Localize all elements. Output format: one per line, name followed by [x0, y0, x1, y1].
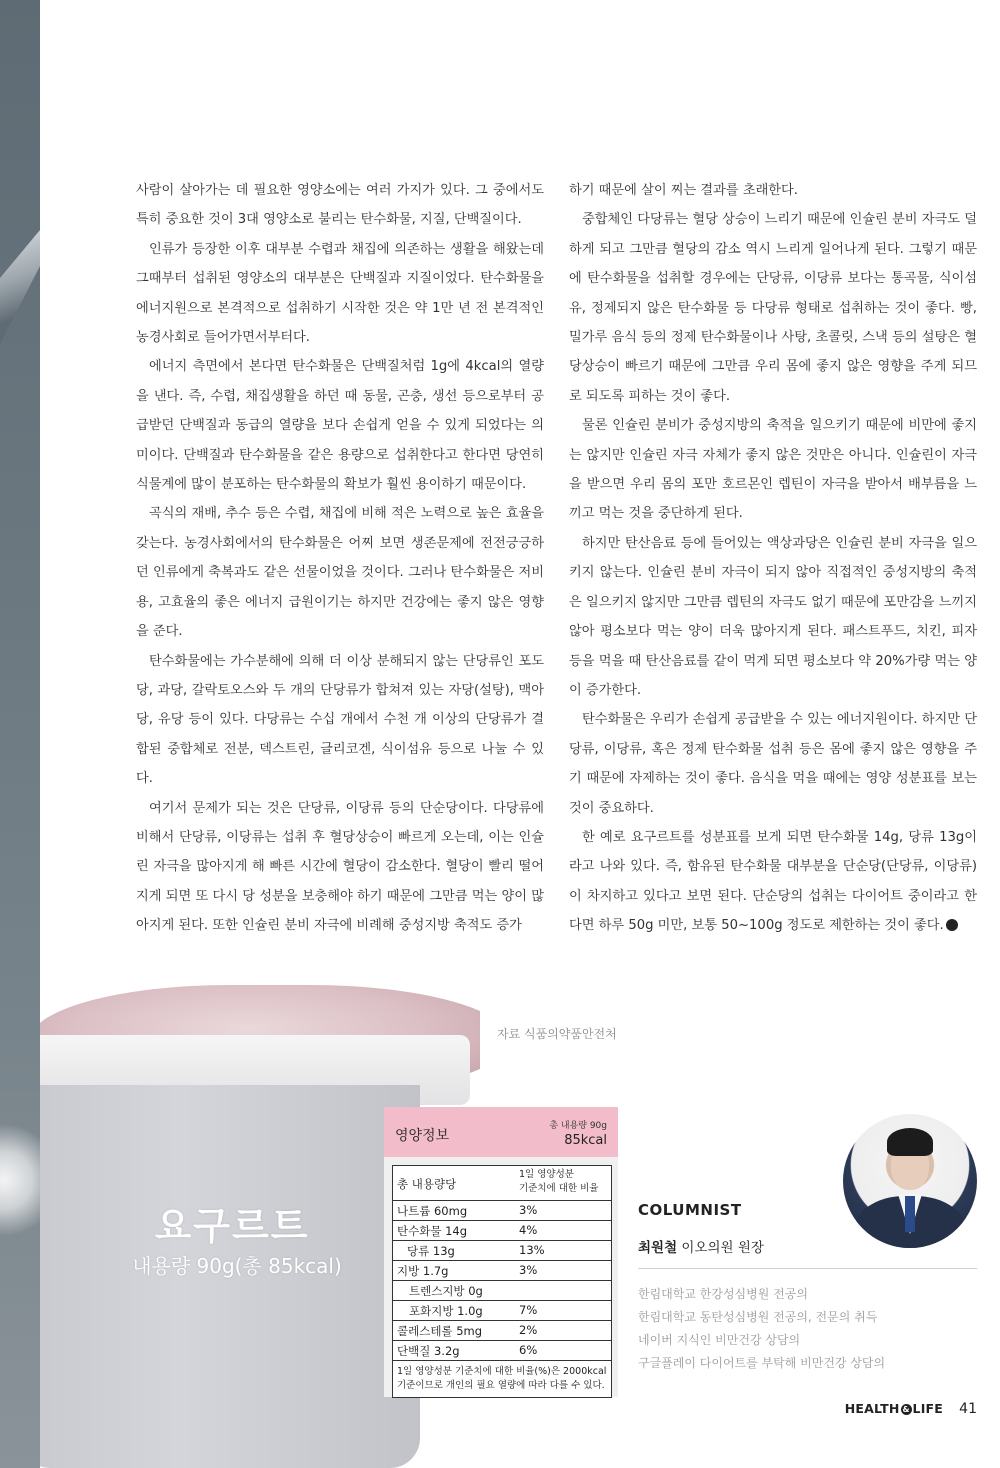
nutrient-label: 콜레스테롤 5mg	[397, 1324, 483, 1338]
article-end-icon: &	[946, 919, 958, 931]
paragraph: 물론 인슐린 분비가 중성지방의 축적을 일으키기 때문에 비만에 좋지는 않지만 인슐린 자극 자체가 좋지 않은 것만은 아니다. 인슐린이 자극을 받으면 우리 몸의 포만 호르몬인 렙틴이 자극을 받아서 배부름을 느끼고 먹는 것을 중단하게 된다.	[569, 418, 977, 522]
spoon-image	[0, 230, 40, 350]
page-footer	[845, 1401, 977, 1417]
table-row	[393, 1240, 611, 1260]
paragraph	[569, 823, 977, 941]
paragraph: 에너지 측면에서 본다면 탄수화물은 단백질처럼 1g에 4kcal의 열량을 낸다. 즉, 수렵, 채집생활을 하던 때 동물, 곤충, 생선 등으로부터 공급받던 단백질과 동급의 열량을 보다 손쉽게 얻을 수 있게 되었다는 의미이다. 단백질과 탄수화물을 같은 용량으로 섭취한다고 한다면 당연히 식물계에 많이 분포하는 탄수화물의 확보가 훨씬 용이하기 때문이다.	[136, 359, 544, 493]
table-row	[393, 1260, 611, 1280]
paragraph: 탄수화물에는 가수분해에 의해 더 이상 분해되지 않는 단당류인 포도당, 과당, 갈락토오스와 두 개의 단당류가 합쳐져 있는 자당(설탕), 맥아당, 유당 등이 있다. 다당류는 수십 개에서 수천 개 이상의 단당류가 결합된 중합체로 전분, 덱스트린, 글리코겐, 식이섬유 등으로 나눌 수 있다.	[136, 653, 544, 787]
avatar-hair	[887, 1128, 933, 1156]
yogurt-subtitle: 내용량 90g(총 85kcal)	[132, 1254, 342, 1278]
paragraph: 여기서 문제가 되는 것은 단당류, 이당류 등의 단순당이다. 다당류에 비해서 단당류, 이당류는 섭취 후 혈당상승이 빠르게 오는데, 이는 인슐린 자극을 많아지게 해 빠른 시간에 혈당이 감소한다. 혈당이 빨리 떨어지게 되면 또 다시 당 성분을 보충해야 하기 때문에 그만큼 먹는 양이 많아지게 된다. 또한 인슐린 분비 자극에 비례해 중성지방 축적도 증가	[136, 800, 544, 934]
columnist-name-line	[638, 1236, 764, 1256]
nutrient-label: 나트륨 60mg	[397, 1204, 468, 1218]
source-credit: 자료 식품의약품안전처	[497, 1027, 617, 1041]
nutrition-table	[392, 1165, 612, 1398]
table-row	[393, 1200, 611, 1220]
nutrient-label: 포화지방 1.0g	[409, 1304, 483, 1318]
header-value-line1: 1일 영양성분	[519, 1169, 574, 1180]
paragraph: 하지만 탄산음료 등에 들어있는 액상과당은 인슐린 분비 자극을 일으키지 않는다. 인슐린 분비 자극이 되지 않아 직접적인 중성지방의 축적은 일으키지 않지만 그만큼 렙틴의 자극도 없기 때문에 포만감을 느끼지 않아 평소보다 먹는 양이 더욱 많아지게 된다. 패스트푸드, 치킨, 피자 등을 먹을 때 탄산음료를 같이 먹게 되면 평소보다 약 20%가량 먹는 양이 증가한다.	[569, 535, 977, 698]
nutrition-header	[384, 1107, 618, 1157]
columnist-career-list	[638, 1283, 885, 1375]
nutrition-note: 1일 영양성분 기준치에 대한 비율(%)은 2000kcal 기준이므로 개인의 필요 열량에 따라 다를 수 있다.	[393, 1360, 611, 1397]
nutrient-label: 탄수화물 14g	[397, 1224, 468, 1238]
columnist-name: 최원철	[638, 1240, 678, 1256]
career-item: 한림대학교 동탄성심병원 전공의, 전문의 취득	[638, 1310, 878, 1324]
paragraph: 중합체인 다당류는 혈당 상승이 느리기 때문에 인슐린 분비 자극도 덜하게 되고 그만큼 혈당의 감소 역시 느리게 일어나게 된다. 그렇기 때문에 탄수화물을 섭취할 경우에는 단당류, 이당류 보다는 통곡물, 식이섬유, 정제되지 않은 탄수화물 등 다당류 형태로 섭취하는 것이 좋다. 빵, 밀가루 음식 등의 정제 탄수화물이나 사탕, 초콜릿, 스낵 등의 설탕은 혈당상승이 빠르기 때문에 그만큼 우리 몸에 좋지 않은 영향을 주게 되므로 되도록 피하는 것이 좋다.	[569, 212, 977, 404]
nutrient-value: 4%	[519, 1223, 538, 1237]
table-row	[393, 1320, 611, 1340]
paragraph-text: 한 예로 요구르트를 성분표를 보게 되면 탄수화물 14g, 당류 13g이라고 나와 있다. 즉, 함유된 탄수화물 대부분을 단순당(단당류, 이당류)이 차지하고 있다고 보면 된다. 단순당의 섭취는 다이어트 중이라고 한다면 하루 50g 미만, 보통 50~100g 정도로 제한하는 것이 좋다.	[569, 829, 977, 934]
header-label: 총 내용량당	[397, 1177, 457, 1191]
article-right-column	[569, 176, 977, 941]
nutrition-table-header	[393, 1166, 611, 1200]
nutrition-facts-panel	[384, 1107, 618, 1397]
paragraph: 곡식의 재배, 추수 등은 수렵, 채집에 비해 적은 노력으로 높은 효율을 갖는다. 농경사회에서의 탄수화물은 어찌 보면 생존문제에 전전긍긍하던 인류에게 축복과도 같은 선물이었을 것이다. 그러나 탄수화물은 저비용, 고효율의 좋은 에너지 급원이기는 하지만 건강에는 좋지 않은 영향을 준다.	[136, 506, 544, 640]
columnist-label: COLUMNIST	[638, 1201, 742, 1219]
columnist-avatar	[843, 1114, 977, 1248]
paragraph: 하기 때문에 살이 찌는 결과를 초래한다.	[569, 183, 798, 198]
divider	[638, 1268, 977, 1269]
magazine-logo	[845, 1401, 943, 1416]
logo-text-life: LIFE	[912, 1401, 944, 1416]
sugar-image	[0, 1120, 40, 1240]
yogurt-title: 요구르트	[154, 1204, 310, 1248]
header-value	[519, 1168, 598, 1196]
table-row	[393, 1300, 611, 1320]
nutrient-value: 3%	[519, 1263, 538, 1277]
paragraph: 인류가 등장한 이후 대부분 수렵과 채집에 의존하는 생활을 해왔는데 그때부터 섭취된 영양소의 대부분은 단백질과 지질이었다. 탄수화물을 에너지원으로 본격적으로 섭취하기 시작한 것은 약 1만 년 전 본격적인 농경사회로 들어가면서부터다.	[136, 241, 544, 346]
nutrient-label: 트렌스지방 0g	[409, 1284, 483, 1298]
avatar-tie	[905, 1196, 915, 1232]
table-row	[393, 1280, 611, 1300]
logo-text-health: HEALTH	[844, 1401, 900, 1416]
nutrition-kcal: 85kcal	[564, 1133, 607, 1148]
paragraph: 사람이 살아가는 데 필요한 영양소에는 여러 가지가 있다. 그 중에서도 특히 중요한 것이 3대 영양소로 불리는 탄수화물, 지질, 단백질이다.	[136, 183, 544, 228]
table-row	[393, 1340, 611, 1360]
logo-amp-icon: &	[902, 1405, 910, 1414]
columnist-position: 이오의원 원장	[681, 1240, 764, 1256]
nutrient-value: 7%	[519, 1303, 538, 1317]
nutrition-title: 영양정보	[395, 1128, 450, 1144]
nutrient-label: 당류 13g	[407, 1244, 455, 1258]
nutrient-value: 2%	[519, 1323, 538, 1337]
page-number: 41	[959, 1401, 977, 1417]
nutrient-label: 지방 1.7g	[397, 1264, 449, 1278]
career-item: 한림대학교 한강성심병원 전공의	[638, 1287, 808, 1301]
nutrient-value: 6%	[519, 1343, 538, 1357]
nutrition-total-label: 총 내용량 90g	[549, 1121, 607, 1131]
nutrient-value: 13%	[519, 1243, 545, 1257]
article-left-column	[136, 176, 544, 941]
nutrient-value: 3%	[519, 1203, 538, 1217]
career-item: 네이버 지식인 비만건강 상담의	[638, 1333, 801, 1347]
header-value-line2: 기준치에 대한 비율	[519, 1183, 599, 1194]
nutrient-label: 단백질 3.2g	[397, 1344, 460, 1358]
table-row	[393, 1220, 611, 1240]
side-photo-strip	[0, 0, 40, 1468]
paragraph: 탄수화물은 우리가 손쉽게 공급받을 수 있는 에너지원이다. 하지만 단당류, 이당류, 혹은 정제 탄수화물 섭취 등은 몸에 좋지 않은 영향을 주기 때문에 자제하는 것이 좋다. 음식을 먹을 때에는 영양 성분표를 보는 것이 중요하다.	[569, 712, 977, 816]
career-item: 구글플레이 다이어트를 부탁해 비만건강 상담의	[638, 1356, 886, 1370]
